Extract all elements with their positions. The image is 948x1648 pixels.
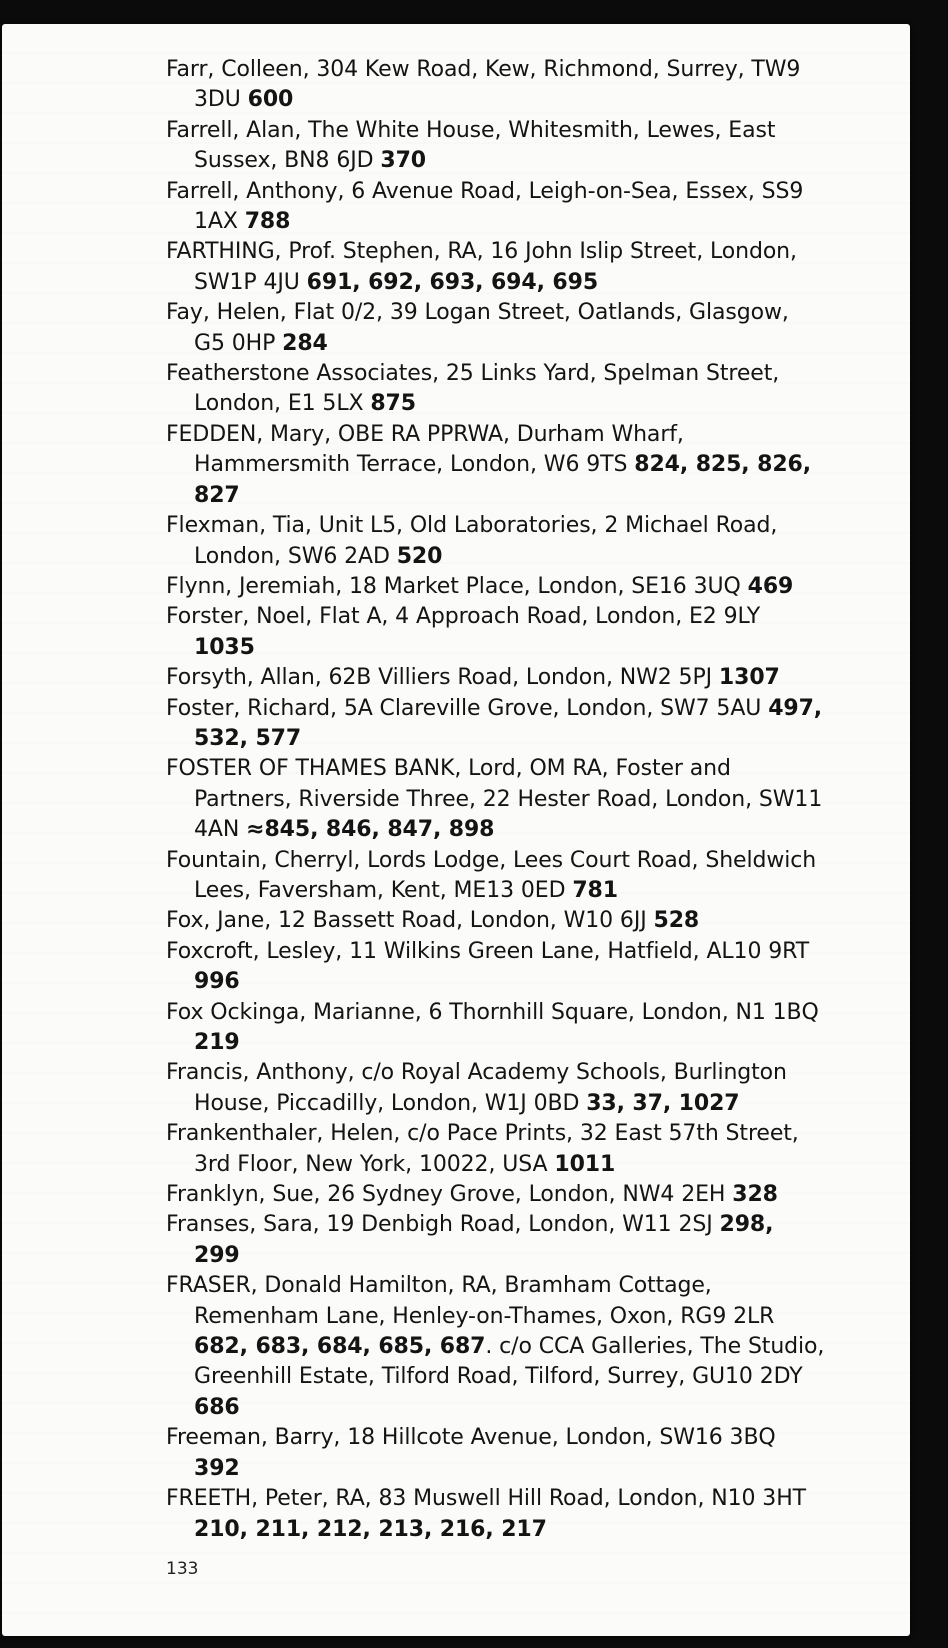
index-entry: Foxcroft, Lesley, 11 Wilkins Green Lane, Hatfield, AL10 9RT 996 bbox=[166, 938, 810, 995]
index-entry: FOSTER OF THAMES BANK, Lord, OM RA, Foster and Partners, Riverside Three, 22 Hester Road, London, SW11 4AN ≈845, 846, 847, 898 bbox=[166, 756, 823, 843]
index-entry: FEDDEN, Mary, OBE RA PPRWA, Durham Wharf, Hammersmith Terrace, London, W6 9TS 824, 825, 826, 827 bbox=[166, 421, 812, 508]
index-entry: Foster, Richard, 5A Clareville Grove, London, SW7 5AU 497, 532, 577 bbox=[166, 695, 823, 751]
index-entry: Franses, Sara, 19 Denbigh Road, London, W11 2SJ 298, 299 bbox=[166, 1212, 774, 1268]
index-entry: FARTHING, Prof. Stephen, RA, 16 John Islip Street, London, SW1P 4JU 691, 692, 693, 694, 695 bbox=[166, 239, 797, 295]
index-entry: Fox Ockinga, Marianne, 6 Thornhill Square, London, N1 1BQ 219 bbox=[166, 999, 819, 1055]
index-entry: Forsyth, Allan, 62B Villiers Road, London, NW2 5PJ 1307 bbox=[166, 665, 780, 691]
index-entries bbox=[166, 55, 826, 1545]
index-entry: FRASER, Donald Hamilton, RA, Bramham Cottage, Remenham Lane, Henley-on-Thames, Oxon, RG9 2LR 682, 683, 684, 685, 687. c/o CCA Galleries, The Studio, Greenhill Estate, Tilford Road, Tilford, Surrey, GU10 2DY 686 bbox=[166, 1273, 825, 1420]
index-entry: Farr, Colleen, 304 Kew Road, Kew, Richmond, Surrey, TW9 3DU 600 bbox=[166, 57, 801, 113]
index-entry: Flexman, Tia, Unit L5, Old Laboratories, 2 Michael Road, London, SW6 2AD 520 bbox=[166, 513, 778, 569]
index-entry: Freeman, Barry, 18 Hillcote Avenue, London, SW16 3BQ 392 bbox=[166, 1425, 776, 1481]
index-page bbox=[2, 24, 910, 1636]
index-entry: Farrell, Anthony, 6 Avenue Road, Leigh-on-Sea, Essex, SS9 1AX 788 bbox=[166, 178, 804, 235]
index-entry: Francis, Anthony, c/o Royal Academy Schools, Burlington House, Piccadilly, London, W1J 0BD 33, 37, 1027 bbox=[166, 1060, 787, 1116]
index-entry: Fox, Jane, 12 Bassett Road, London, W10 6JJ 528 bbox=[166, 908, 700, 934]
index-entry: Franklyn, Sue, 26 Sydney Grove, London, NW4 2EH 328 bbox=[166, 1182, 778, 1208]
index-entry: Flynn, Jeremiah, 18 Market Place, London, SE16 3UQ 469 bbox=[166, 573, 794, 599]
page-number: 133 bbox=[166, 1559, 199, 1579]
index-entry: Fountain, Cherryl, Lords Lodge, Lees Court Road, Sheldwich Lees, Faversham, Kent, ME13 0ED 781 bbox=[166, 847, 817, 903]
index-entry: FREETH, Peter, RA, 83 Muswell Hill Road, London, N10 3HT 210, 211, 212, 213, 216, 217 bbox=[166, 1486, 806, 1542]
index-entry: Frankenthaler, Helen, c/o Pace Prints, 32 East 57th Street, 3rd Floor, New York, 10022, USA 1011 bbox=[166, 1121, 799, 1177]
index-entry: Farrell, Alan, The White House, Whitesmith, Lewes, East Sussex, BN8 6JD 370 bbox=[166, 117, 776, 174]
index-entry: Forster, Noel, Flat A, 4 Approach Road, London, E2 9LY 1035 bbox=[166, 604, 761, 660]
index-entry: Featherstone Associates, 25 Links Yard, Spelman Street, London, E1 5LX 875 bbox=[166, 361, 780, 417]
index-entry: Fay, Helen, Flat 0/2, 39 Logan Street, Oatlands, Glasgow, G5 0HP 284 bbox=[166, 300, 789, 356]
